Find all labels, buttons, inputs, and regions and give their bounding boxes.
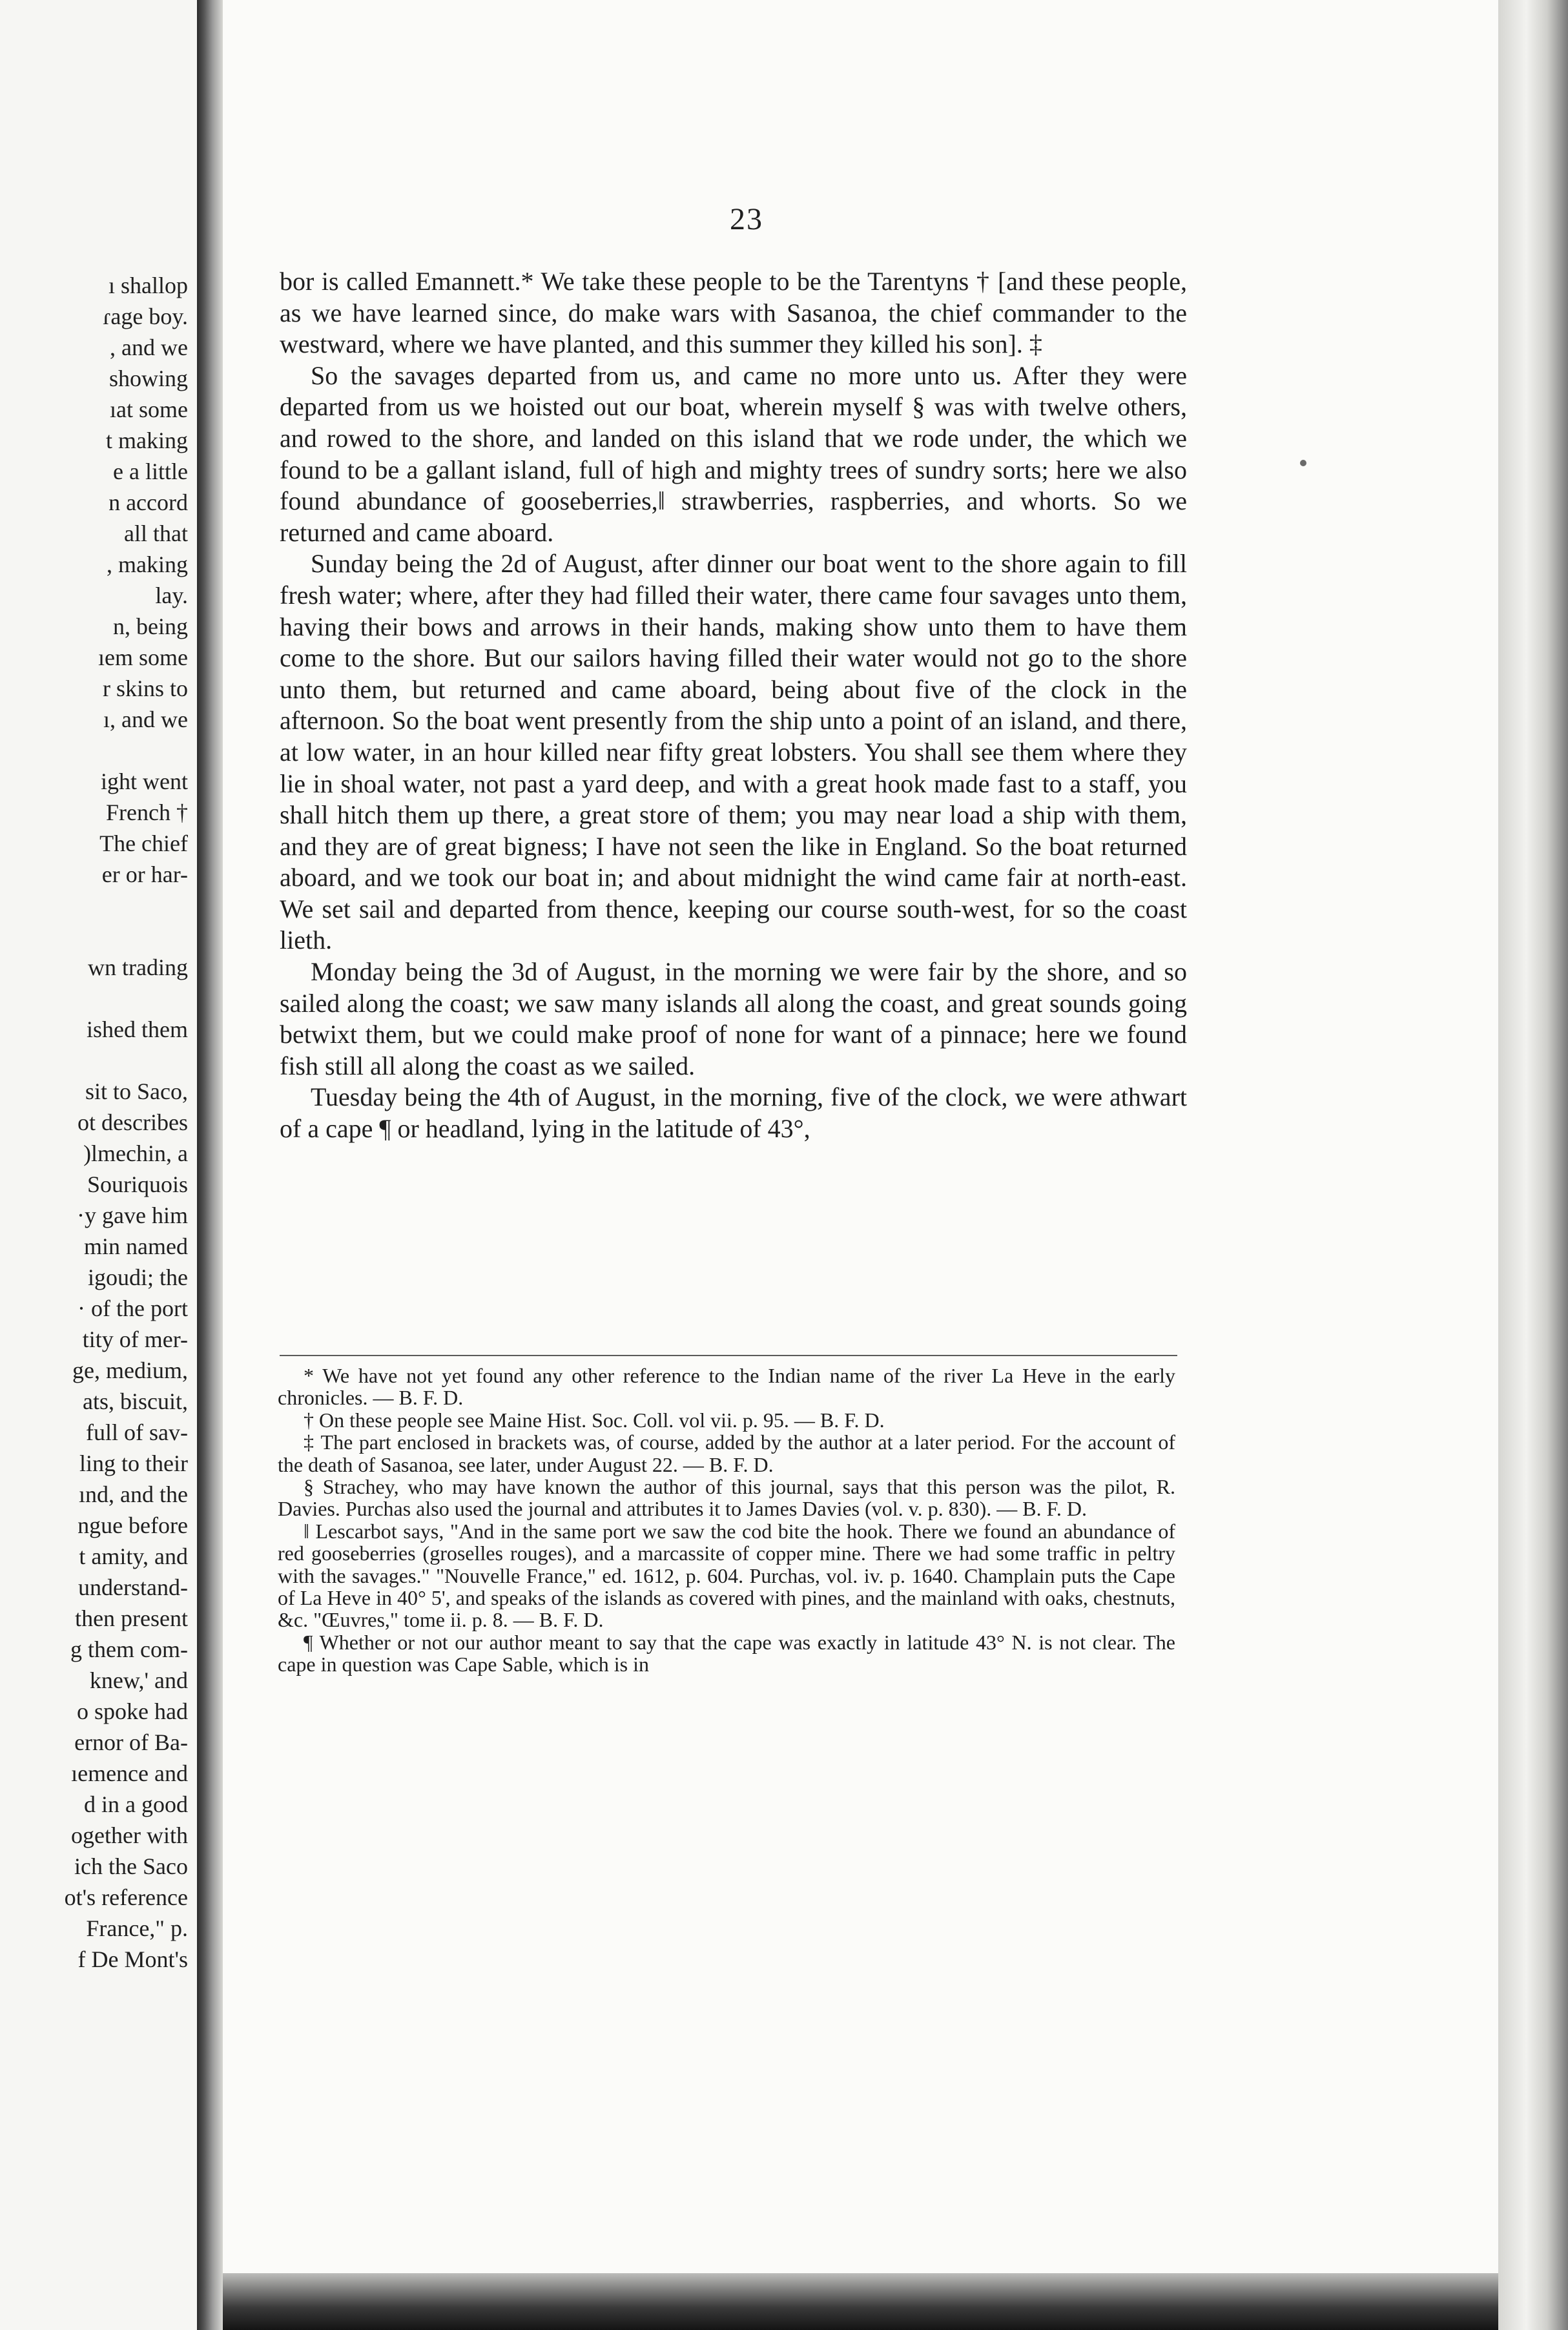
paragraph: bor is called Emannett.* We take these people to be the Tarentyns † [and these people, as we have learned since, do make wars with Sasanoa, the chief commander to the westward, where we have planted, and this summer they killed his son]. ‡	[280, 267, 1187, 359]
left-page-line: ernor of Ba-	[74, 1729, 188, 1755]
left-page-line: ogether with	[71, 1822, 188, 1848]
left-page-line: ot describes	[77, 1109, 188, 1135]
footnote: † On these people see Maine Hist. Soc. Coll. vol vii. p. 95. — B. F. D.	[304, 1408, 885, 1432]
page-edge-bottom	[223, 2273, 1498, 2330]
left-page-line: t making	[106, 428, 188, 453]
left-page-line: lay.	[155, 582, 188, 608]
left-page-line: t amity, and	[79, 1543, 188, 1569]
left-page-line: ich the Saco	[74, 1853, 188, 1879]
footnote: ¶ Whether or not our author meant to say that the cape was exactly in latitude 43° N. is not clear. The cape in question was Cape Sable, which is in	[278, 1630, 1175, 1676]
left-page-line: ı, and we	[103, 706, 188, 732]
left-page-line: e a little	[113, 459, 188, 484]
left-page-line: ngue before	[77, 1512, 188, 1538]
left-page-line: ot's reference	[64, 1884, 188, 1910]
left-page-line: n accord	[108, 490, 188, 515]
left-page-line: sit to Saco,	[85, 1078, 188, 1104]
left-page-line: tity of mer-	[82, 1326, 188, 1352]
left-page-line: · of the port	[77, 1295, 188, 1321]
main-text	[280, 266, 1187, 1145]
left-page-line: n, being	[113, 613, 188, 639]
left-page-line: ıemence and	[71, 1760, 188, 1786]
page-edge-right	[1498, 0, 1568, 2330]
left-page-line: full of sav-	[86, 1419, 188, 1445]
page-number: 23	[730, 202, 763, 236]
left-page-line: ge, medium,	[72, 1357, 188, 1383]
left-page-line: o spoke had	[77, 1698, 188, 1724]
left-page-line: ling to their	[79, 1450, 188, 1476]
left-page-line: ·y gave him	[77, 1202, 188, 1228]
left-page-line: ıat some	[110, 397, 188, 422]
left-page-line: igoudi; the	[88, 1264, 188, 1290]
left-page-line: , and we	[110, 335, 188, 360]
left-page-line: knew,' and	[89, 1667, 188, 1693]
left-page-line: ished them	[87, 1016, 188, 1042]
paragraph: Sunday being the 2d of August, after dinner our boat went to the shore again to fill fresh water; where, after they had filled their water, there came four savages unto them, having their bows and arrows in their hands, making show unto them to have them come to the shore. But our sailors having filled their water would not go to the shore unto them, but returned and came aboard, being about five of the clock in the afternoon. So the boat went presently from the ship unto a point of an island, and there, at low water, in an hour killed near fifty great lobsters. You shall see them where they lie in shoal water, not past a yard deep, and with a great hook made fast to a staff, you shall hitch them up there, a great store of them; you may near load a ship with them, and they are of great bigness; I have not seen the like in England. So the boat returned aboard, and we took our boat in; and about midnight the wind came fair at north-east. We set sail and departed from thence, keeping our course south-west, for so the coast lieth.	[280, 549, 1187, 955]
left-page-line: , making	[107, 552, 188, 577]
left-page-line: Souriquois	[87, 1171, 188, 1197]
left-page-line: min named	[84, 1233, 188, 1259]
left-page-line: ats, biscuit,	[83, 1388, 188, 1414]
left-page-line: all that	[124, 521, 188, 546]
paragraph: Tuesday being the 4th of August, in the morning, five of the clock, we were athwart of a cape ¶ or headland, lying in the latitude of 43°,	[280, 1082, 1187, 1144]
footnote: * We have not yet found any other reference to the Indian name of the river La Heve in the early chronicles. — B. F. D.	[278, 1364, 1175, 1410]
left-page-line: ıem some	[98, 644, 188, 670]
paragraph: Monday being the 3d of August, in the morning we were fair by the shore, and so sailed along the coast; we saw many islands all along the coast, and great sounds going betwixt them, but we could make proof of none for want of a pinnace; here we found fish still all along the coast as we sailed.	[280, 957, 1187, 1080]
footnote-divider	[280, 1355, 1177, 1356]
footnote: ‖ Lescarbot says, "And in the same port we saw the cod bite the hook. There we found an abundance of red gooseberries (groselles rouges), and a marcassite of copper mine. There we had some traffic in peltry with the savages." "Nouvelle France," ed. 1612, p. 604. Purchas, vol. iv. p. 1640. Champlain puts the Cape of La Heve in 40° 5', and speaks of the islands as covered with pines, and the mainland with oaks, chestnuts, &c. "Œuvres," tome ii. p. 8. — B. F. D.	[278, 1519, 1175, 1632]
footnote: ‡ The part enclosed in brackets was, of course, added by the author at a later period. For the account of the death of Sasanoa, see later, under August 22. — B. F. D.	[278, 1430, 1175, 1476]
left-page-line: French †	[106, 799, 188, 825]
left-page-line: er or har-	[101, 861, 188, 887]
footnote: § Strachey, who may have known the author of this journal, says that this person was the pilot, R. Davies. Purchas also used the journal and attributes it to James Davies (vol. v. p. 830). — B. F. D.	[278, 1475, 1175, 1521]
footnotes	[278, 1365, 1175, 1676]
left-page-line: then present	[75, 1605, 188, 1631]
left-page-line: g them com-	[70, 1636, 188, 1662]
left-page-fragment	[0, 0, 197, 2330]
left-page-line: r skins to	[102, 675, 188, 701]
left-page-line: France," p.	[86, 1915, 188, 1941]
left-page-line: showing	[108, 366, 188, 391]
margin-speck	[1300, 460, 1306, 466]
left-page-line: d in a good	[84, 1791, 188, 1817]
left-page-line: ight went	[101, 768, 188, 794]
left-page-line: ınd, and the	[79, 1481, 188, 1507]
left-page-line: understand-	[78, 1574, 188, 1600]
left-page-line: wn trading	[88, 954, 188, 980]
left-page-line: f De Mont's	[77, 1946, 188, 1972]
paragraph: So the savages departed from us, and came no more unto us. After they were departed from us we hoisted out our boat, wherein myself § was with twelve others, and rowed to the shore, and landed on this island that we rode under, the which we found to be a gallant island, full of high and mighty trees of sundry sorts; here we also found abundance of gooseberries,‖ strawberries, raspberries, and whorts. So we returned and came aboard.	[280, 360, 1187, 547]
left-page-line: ɾage boy.	[103, 304, 188, 329]
left-page-line: The chief	[99, 830, 188, 856]
book-gutter	[197, 0, 223, 2330]
left-page-line: )lmechin, a	[83, 1140, 188, 1166]
left-page-line: ı shallop	[108, 273, 188, 298]
